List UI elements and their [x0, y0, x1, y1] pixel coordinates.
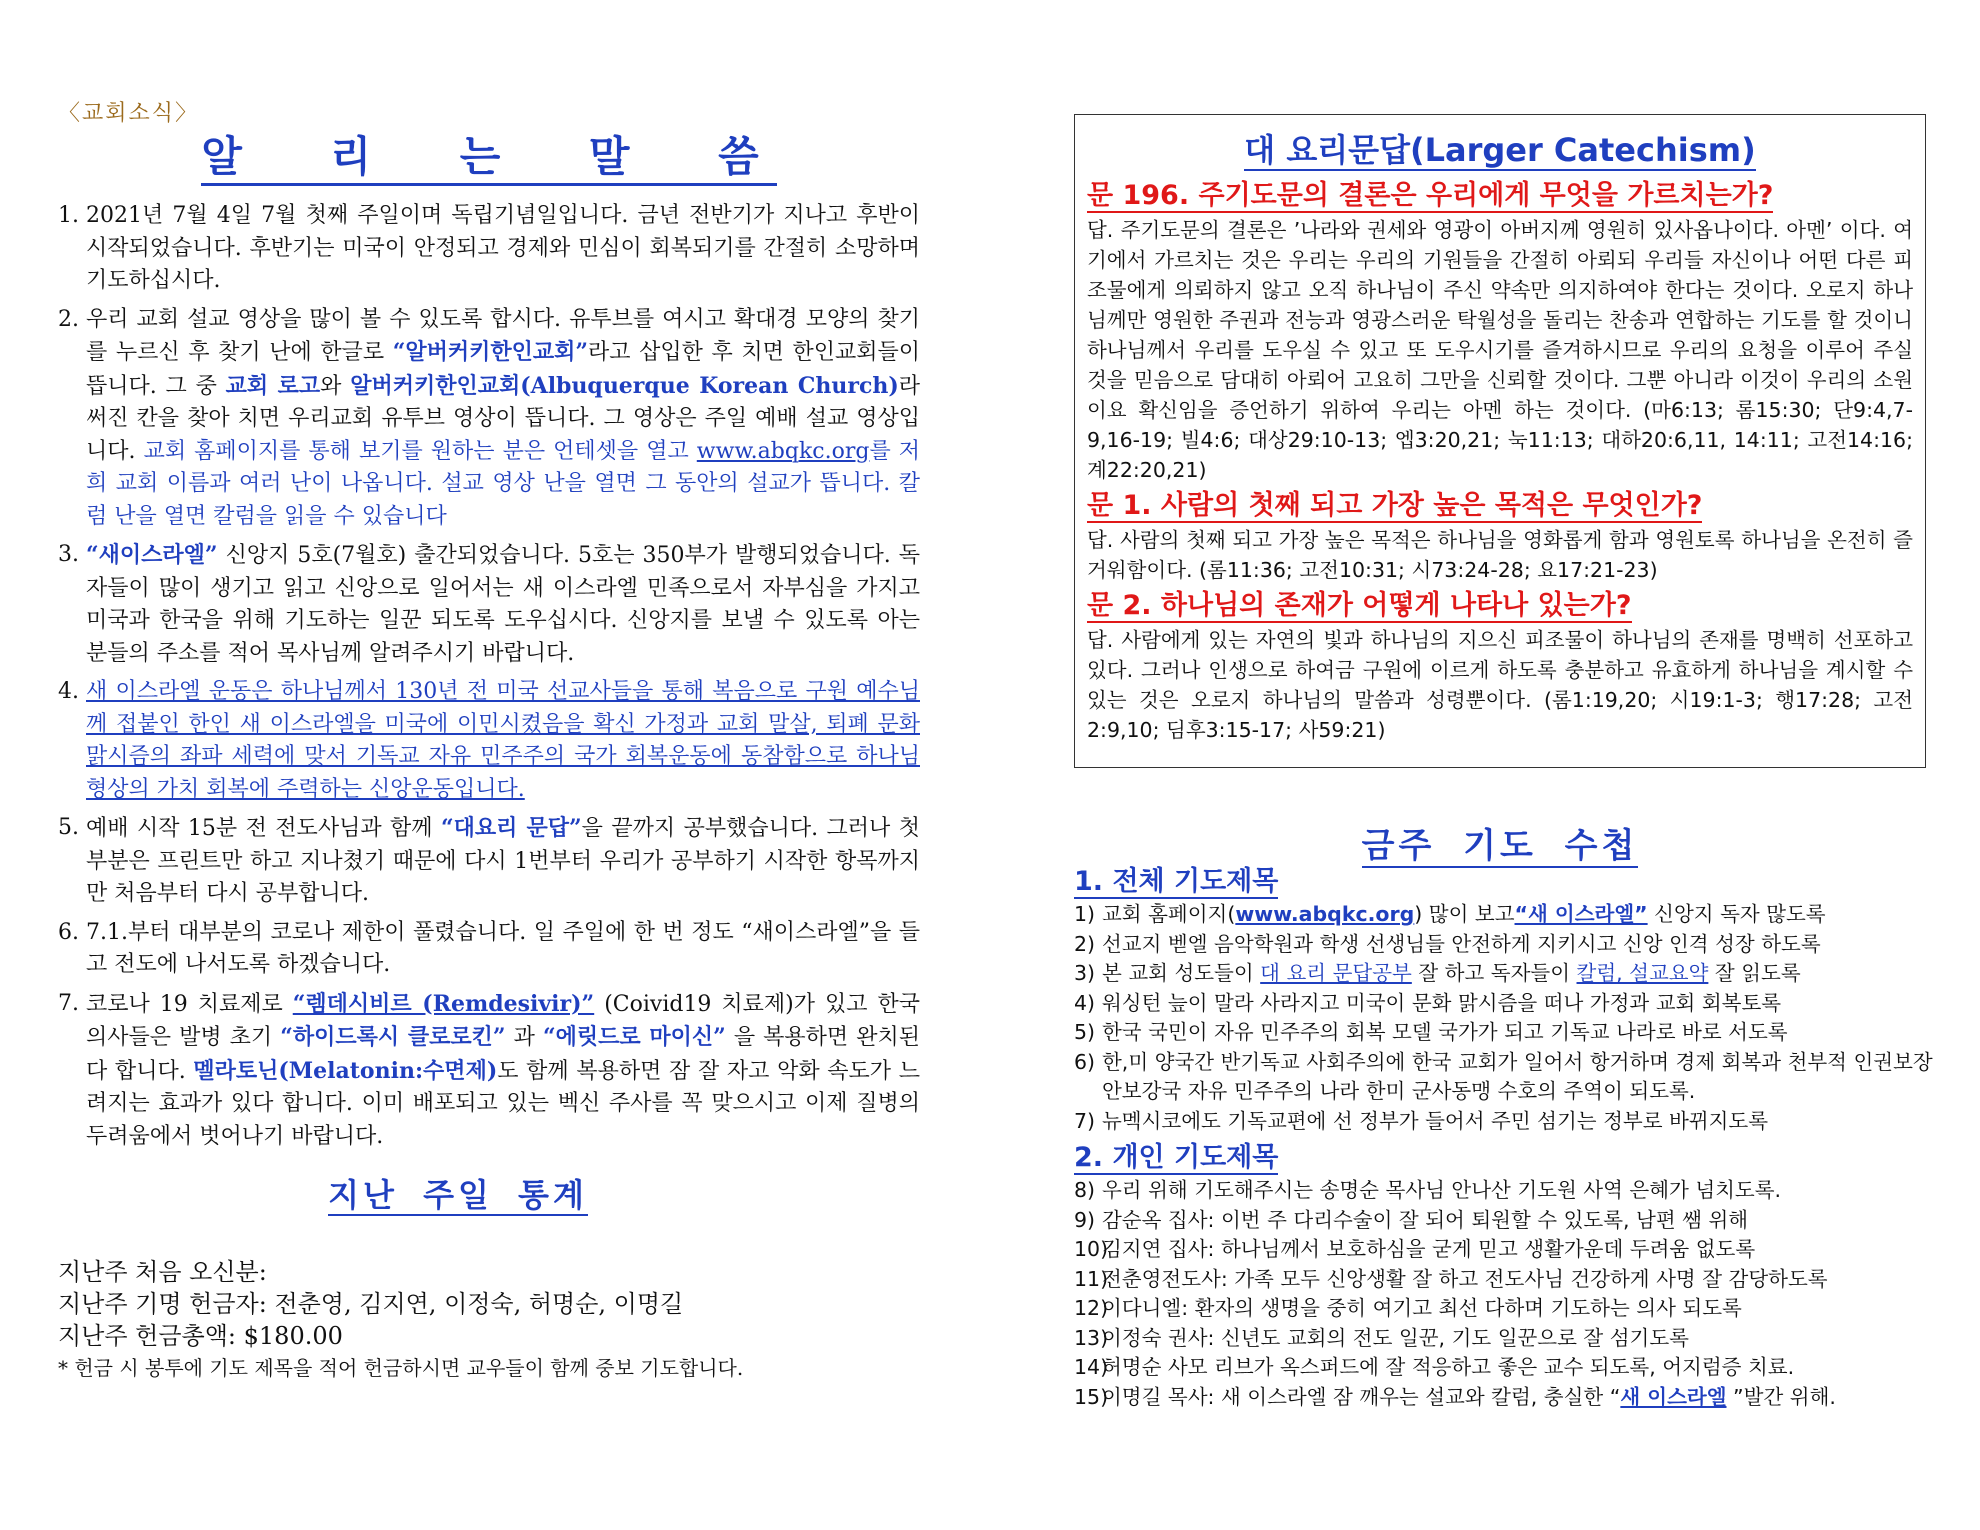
prayer-item: [1074, 1176, 1934, 1206]
stats-new-visitors: 지난주 처음 오신분:: [58, 1258, 267, 1286]
prayer-item: [1074, 1265, 1934, 1295]
prayer-item-text: 교회 홈페이지(: [1102, 902, 1236, 926]
announcement-item: [58, 917, 920, 982]
announcement-text: 라고 삽입한 후 치면 한인교회들이 뜹니다. 그 중: [86, 340, 920, 399]
announcement-text: 우리 교회 설교 영상을 많이 볼 수 있도록 합시다. 유투브를 여시고 확대경 모양의 찾기를 누르신 후 찾기 난에 한글로: [86, 306, 920, 365]
prayer-title-text: 금주 기도 수첩: [1361, 826, 1639, 866]
announcement-text: 라 써진 칸을 찾아 치면 우리교회 유투브 영상이 뜹니다. 그 영상은 주일 예배 설교 영상입니다.: [86, 373, 921, 464]
prayer-item-text: 이명길 목사: 새 이스라엘 잠 깨우는 설교와 칼럼, 충실한 “: [1102, 1384, 1621, 1409]
section-tag: 〈교회소식〉: [58, 101, 200, 126]
prayer-item-text: 이정숙 권사: 신년도 교회의 전도 일꾼, 기도 일꾼으로 잘 섬기도록: [1102, 1325, 1689, 1350]
prayer-item-text: 한국 국민이 자유 민주주의 회복 모델 국가가 되고 기독교 나라로 바로 서도록: [1102, 1020, 1788, 1044]
announcement-item: [58, 812, 920, 911]
catechism-title: [1087, 125, 1913, 171]
catechism-question: [1087, 177, 1913, 215]
prayer-item: [1074, 1018, 1934, 1048]
announcement-text: “대요리 문답”: [440, 815, 582, 841]
prayer-item: [1074, 1048, 1934, 1107]
announcement-item: [58, 676, 920, 806]
stats-total: 지난주 헌금총액: $180.00: [58, 1322, 343, 1350]
announcement-number: 5.: [58, 815, 79, 840]
announcement-text: 교회 로고: [225, 372, 321, 399]
announcement-text: 2021년 7월 4일 7월 첫째 주일이며 독립기념일입니다. 금년 전반기가 지나고 후반이 시작되었습니다. 후반기는 미국이 안정되고 경제와 민심이 회복되기를 간절히 소망하며 기도하십시다.: [86, 203, 920, 293]
prayer-item-text: 새 이스라엘: [1620, 1384, 1727, 1409]
announcement-number: 4.: [58, 679, 79, 704]
announcement-text: 신앙지 5호(7월호) 출간되었습니다. 5호는 350부가 발행되었습니다. 독자들이 많이 생기고 읽고 신앙으로 일어서는 새 이스라엘 민족으로서 자부심을 가지고 미국과 한국을 위해 기도하는 일꾼 되도록 도우십시다. 신앙지를 보낼 수 있도록 아는 분들의 주소를 적어 목사님께 알려주시기 바랍니다.: [86, 543, 920, 666]
prayer-item-number: 3): [1074, 961, 1096, 985]
catechism-answer: 답. 사람의 첫째 되고 가장 높은 목적은 하나님을 영화롭게 함과 영원토록 하나님을 온전히 즐거워함이다. (롬11:36; 고전10:31; 시73:24-28; 요17:21-23): [1087, 528, 1913, 582]
prayer-item-text: 우리 위해 기도해주시는 송명순 목사님 안나산 기도원 사역 은혜가 넘치도록.: [1102, 1178, 1782, 1202]
announcement-text: 를 저희 교회 이름과 여러 난이 나옵니다. 설교 영상 난을 열면 그 동안의 설교가 뜹니다. 칼럼 난을 열면 칼럼을 읽을 수 있습니다: [86, 438, 920, 529]
stats-note: * 헌금 시 봉투에 기도 제목을 적어 헌금하시면 교우들이 함께 중보 기도합니다.: [58, 1356, 744, 1380]
prayer-item: [1074, 959, 1934, 989]
catechism-question-text: 문 196. 주기도문의 결론은 우리에게 무엇을 가르치는가?: [1087, 180, 1774, 211]
announcement-list: [58, 200, 920, 1159]
prayer-item-number: 2): [1074, 931, 1096, 956]
announcement-number: 7.: [58, 990, 79, 1016]
announcement-text: “새이스라엘”: [86, 542, 218, 568]
prayer-list-general: [1074, 900, 1934, 1136]
prayer-sections: [1074, 864, 1934, 1412]
prayer-item-number: 9): [1074, 1207, 1096, 1232]
announcement-text: 을 끝까지 공부했습니다. 그러나 첫 부분은 프린트만 하고 지나쳤기 때문에 다시 1번부터 우리가 공부하기 시작한 항목까지만 처음부터 다시 공부합니다.: [86, 816, 920, 906]
prayer-section-title: [1074, 1140, 1934, 1176]
prayer-item-number: 6): [1074, 1049, 1096, 1074]
announcement-text: “에릿드로 마이신”: [542, 1024, 726, 1050]
prayer-title: [1074, 818, 1926, 867]
prayer-item-number: 15): [1074, 1384, 1109, 1409]
catechism-question-text: 문 1. 사람의 첫째 되고 가장 높은 목적은 무엇인가?: [1087, 490, 1703, 521]
prayer-item-number: 7): [1074, 1108, 1096, 1133]
prayer-section-title-text: 2. 개인 기도제목: [1074, 1142, 1279, 1173]
prayer-item-text: 김지연 집사: 하나님께서 보호하심을 굳게 믿고 생활가운데 두려움 없도록: [1102, 1237, 1756, 1261]
prayer-item-number: 14): [1074, 1355, 1109, 1379]
prayer-list-personal: [1074, 1176, 1934, 1412]
announcement-text: “렘데시비르 (Remdesivir)”: [292, 990, 595, 1017]
announcement-text: 7.1.부터 대부분의 코로나 제한이 풀렸습니다. 일 주일에 한 번 정도 “새이스라엘”을 들고 전도에 나서도록 하겠습니다.: [86, 919, 920, 977]
announcement-text: “알버커키한인교회”: [392, 339, 589, 365]
prayer-item: [1074, 1235, 1934, 1265]
prayer-item-text: 전춘영전도사: 가족 모두 신앙생활 잘 하고 전도사님 건강하게 사명 잘 감당하도록: [1102, 1266, 1828, 1291]
announcement-text[interactable]: www.abqkc.org: [696, 438, 870, 464]
announcement-text: 와: [320, 373, 351, 399]
catechism-question: [1087, 487, 1913, 525]
announcement-number: 6.: [58, 919, 79, 945]
catechism-answer: 답. 사람에게 있는 자연의 빛과 하나님의 지으신 피조물이 하나님의 존재를 명백히 선포하고 있다. 그러나 인생으로 하여금 구원에 이르게 하도록 충분하고 유효하게 하나님을 계시할 수 있는 것은 오로지 하나님의 말씀과 성령뿐이다. (롬1:19,20; 시19:1-3; 행17:28; 고전2:9,10; 딤후3:15-17; 사59:21): [1087, 628, 1913, 742]
announcement-number: 3.: [58, 542, 79, 567]
prayer-item-text: 선교지 벧엘 음악학원과 학생 선생님들 안전하게 지키시고 신앙 인격 성장 하도록: [1102, 931, 1821, 956]
announcement-item: [58, 304, 920, 534]
prayer-item: [1074, 1324, 1934, 1354]
prayer-item: [1074, 1294, 1934, 1324]
announcement-text: (Coivid19 치료제)가 있고 한국 의사들은 발병 초기: [86, 991, 920, 1050]
announcement-item: [58, 200, 920, 298]
prayer-item-text: ”발간 위해.: [1726, 1384, 1836, 1409]
prayer-item-text: 이다니엘: 환자의 생명을 중히 여기고 최선 다하며 기도하는 의사 되도록: [1102, 1296, 1742, 1320]
prayer-item-number: 5): [1074, 1020, 1096, 1044]
prayer-item-number: 12): [1074, 1296, 1109, 1320]
announcement-text: “하이드록시 클로로킨”: [280, 1024, 506, 1050]
announcement-text: 교회 홈페이지를 통해 보기를 원하는 분은 언테셋을 열고: [143, 438, 697, 464]
announcement-text: 멜라토닌(Melatonin:수면제): [193, 1057, 498, 1084]
prayer-item: [1074, 989, 1934, 1019]
announcement-text: 도 함께 복용하면 잠 잘 자고 악화 속도가 느려지는 효과가 있다 합니다. 이미 배포되고 있는 벡신 주사를 꼭 맞으시고 이제 질병의 두려움에서 벗어나기 바랍니다.: [86, 1058, 920, 1149]
prayer-item-number: 4): [1074, 990, 1096, 1015]
prayer-item-text: “새 이스라엘”: [1514, 902, 1648, 926]
announcement-text: 새 이스라엘 운동은 하나님께서 130년 전 미국 선교사들을 통해 복음으로 구원 예수님께 접붙인 한인 새 이스라엘을 미국에 이민시켰음을 확신 가정과 교회 말살, 퇴폐 문화 맑시즘의 좌파 세력에 맞서 기독교 자유 민주주의 국가 회복운동에 동참함으로 하나님 형상의 가치 회복에 주력하는 신앙운동입니다.: [86, 679, 920, 802]
stats-block: [58, 1256, 938, 1384]
main-title: [58, 124, 920, 184]
announcement-text: 알버커키한인교회(Albuquerque Korean Church): [350, 372, 899, 399]
prayer-item: [1074, 1353, 1934, 1383]
prayer-item-text: 본 교회 성도들이: [1102, 961, 1261, 985]
catechism-question: [1087, 587, 1913, 625]
catechism-question-text: 문 2. 하나님의 존재가 어떻게 나타나 있는가?: [1087, 590, 1632, 621]
prayer-item: [1074, 1107, 1934, 1137]
announcement-text: 코로나 19 치료제로: [86, 991, 293, 1017]
prayer-item-number: 11): [1074, 1266, 1109, 1291]
prayer-item: [1074, 930, 1934, 960]
prayer-item-text: 신앙지 독자 많도록: [1647, 902, 1826, 926]
main-title-text: 알 리 는 말 씀: [201, 132, 776, 186]
prayer-item-text: ) 많이 보고: [1414, 902, 1515, 926]
prayer-item-text: 칼럼, 설교요약: [1576, 961, 1709, 985]
announcement-item: [58, 539, 920, 670]
catechism-answer: 답. 주기도문의 결론은 ’나라와 권세와 영광이 아버지께 영원히 있사옵나이다. 아멘’ 이다. 여기에서 가르치는 것은 우리는 우리의 기원들을 간절히 아뢰되 우리들 자신이나 어떤 다른 피조물에게 의뢰하지 않고 오직 하나님이 주신 약속만 의지하여야 한다는 것이다. 오로지 하나님께만 영원한 주권과 전능과 영광스러운 탁월성을 돌리는 찬송과 연합하는 기도를 할 것이니 하나님께서 우리를 도우실 수 있고 또 도우시기를 즐겨하시므로 우리의 요청을 이루어 주실 것을 믿음으로 담대히 아뢰어 고요히 그만을 신뢰할 것이다. 그뿐 아니라 이것이 우리의 소원이요 확신임을 증언하기 위하여 우리는 아멘 하는 것이다. (마6:13; 롬15:30; 단9:4,7-9,16-19; 빌4:6; 대상29:10-13; 엡3:20,21; 눅11:13; 대하20:6,11, 14:11; 고전14:16; 계22:20,21): [1087, 218, 1913, 482]
prayer-item-number: 13): [1074, 1325, 1109, 1350]
announcement-number: 2.: [58, 306, 79, 332]
prayer-item-text: 잘 읽도록: [1708, 961, 1801, 985]
announcement-item: [58, 988, 920, 1154]
catechism-box: [1074, 114, 1926, 768]
prayer-section-title: [1074, 864, 1934, 900]
announcement-text: 과: [505, 1025, 543, 1050]
stats-title-text: 지난 주일 통계: [328, 1176, 588, 1214]
catechism-title-text: 대 요리문답(Larger Catechism): [1244, 131, 1756, 169]
stats-title: [58, 1170, 858, 1216]
prayer-section-title-text: 1. 전체 기도제목: [1074, 866, 1279, 897]
prayer-item-number: 8): [1074, 1178, 1096, 1202]
prayer-item-text: 워싱턴 늪이 말라 사라지고 미국이 문화 맑시즘을 떠나 가정과 교회 회복토록: [1102, 990, 1782, 1015]
prayer-item-text[interactable]: www.abqkc.org: [1235, 902, 1415, 926]
prayer-item-text: 감순옥 집사: 이번 주 다리수술이 잘 되어 퇴원할 수 있도록, 남편 쌤 위해: [1102, 1207, 1749, 1232]
prayer-item-text: 대 요리 문답공부: [1260, 961, 1412, 985]
announcement-number: 1.: [58, 203, 79, 228]
prayer-item: [1074, 900, 1934, 930]
prayer-item-text: 허명순 사모 리브가 옥스퍼드에 잘 적응하고 좋은 교수 되도록, 어지럼증 치료.: [1102, 1355, 1795, 1379]
prayer-item-text: 한,미 양국간 반기독교 사회주의에 한국 교회가 일어서 항거하며 경제 회복과 천부적 인권보장 안보강국 자유 민주주의 나라 한미 군사동맹 수호의 주역이 되도록.: [1102, 1049, 1933, 1103]
prayer-item-text: 잘 하고 독자들이: [1411, 961, 1577, 985]
prayer-item-text: 뉴멕시코에도 기독교편에 선 정부가 들어서 주민 섬기는 정부로 바뀌지도록: [1102, 1108, 1769, 1133]
announcement-text: 을 복용하면 완치된다 합니다.: [86, 1025, 921, 1084]
stats-named-givers: 지난주 기명 헌금자: 전춘영, 김지연, 이정숙, 허명순, 이명길: [58, 1290, 684, 1318]
prayer-item-number: 1): [1074, 902, 1096, 926]
prayer-item: [1074, 1206, 1934, 1236]
announcement-text: 예배 시작 15분 전 전도사님과 함께: [86, 816, 441, 841]
prayer-item: [1074, 1383, 1934, 1413]
prayer-item-number: 10): [1074, 1237, 1109, 1261]
